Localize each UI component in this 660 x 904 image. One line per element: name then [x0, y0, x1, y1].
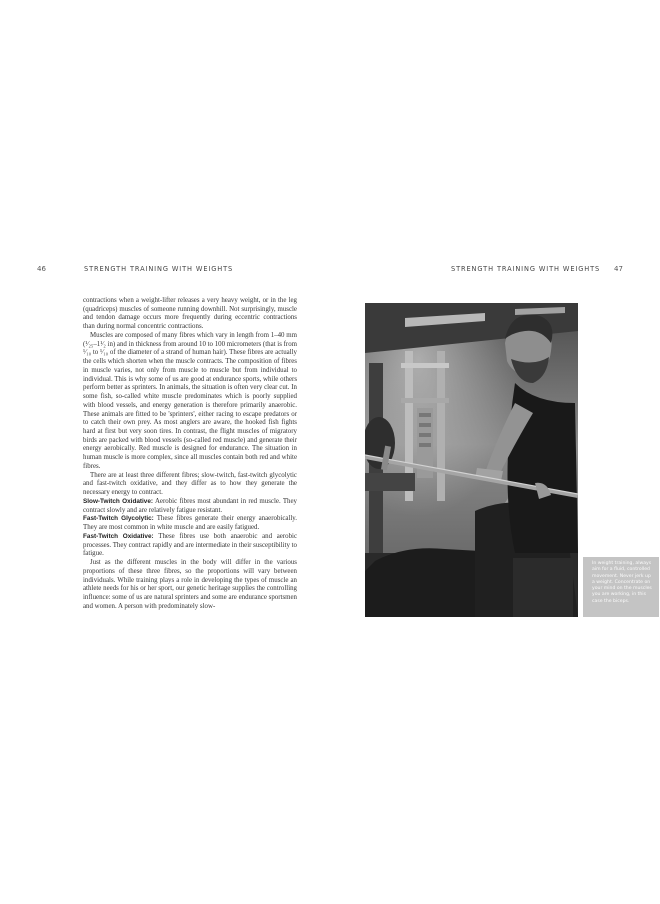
term-text: These fibres generate their energy anaerobically. They are most common in white muscle and are easily fatigued. — [83, 515, 297, 532]
term-label: Fast-Twitch Glycolytic: — [83, 515, 154, 523]
term-label: Fast-Twitch Oxidative: — [83, 532, 154, 540]
term-fast-twitch-oxidative — [83, 533, 297, 559]
right-page-number: 47 — [614, 265, 623, 273]
paragraph: Muscles are composed of many fibres which vary in length from 1–40 mm (¹⁄₂₅–1¹⁄₂ in) and in thickness from around 10 to 100 micrometers (that is from ¹⁄₁₀ to ¹⁄₁₀ of the diameter of a strand of human hair). These fibres are actually the cells which shorten when the muscle contracts. The composition of fibres in muscle varies, not only from muscle to muscle but from individual to individual. This is why some of us are good at endurance sports, while others perform better as sprinters. In animals, the situation is often very clear cut. In some fish, so-called white muscle predominates which is poorly supplied with blood vessels, and energy generation is therefore primarily anaerobic. These animals are fitted to be 'sprinters', either racing to escape predators or to catch their own prey. As most anglers are aware, the hooked fish fights hard at first but very soon tires. In contrast, the flight muscles of migratory birds are packed with blood vessels (so-called red muscle) and generate their energy aerobically. Red muscle is designed for endurance. The situation in human muscle is more complex, since all muscles contain both red and white fibres. — [83, 331, 297, 470]
right-running-head: STRENGTH TRAINING WITH WEIGHTS — [451, 265, 601, 273]
left-page-number: 46 — [37, 265, 46, 273]
term-fast-twitch-glycolytic — [83, 515, 297, 532]
term-label: Slow-Twitch Oxidative: — [83, 497, 154, 505]
photo-caption: In weight training, always aim for a fluid, controlled movement. Never jerk up a weight. Concentrate on your mind on the muscles you are working, in this case the biceps. — [583, 557, 659, 617]
bench-press-spotter-photo — [365, 303, 578, 617]
term-text: These fibres use both anaerobic and aerobic processes. They contract rapidly and are intermediate in their susceptibility to fatigue. — [83, 532, 297, 558]
left-running-head: STRENGTH TRAINING WITH WEIGHTS — [84, 265, 234, 273]
left-page-body — [83, 297, 297, 611]
paragraph: There are at least three different fibres; slow-twitch, fast-twitch glycolytic and fast-twitch oxidative, and they differ as to how they generate the necessary energy to contract. — [83, 471, 297, 497]
paragraph: Just as the different muscles in the body will differ in the various proportions of these three fibres, so the proportions will vary between individuals. While training plays a role in developing the types of muscle an athlete needs for his or her sport, our genetic heritage supplies the controlling influence: some of us are natural sprinters and some are endurance sportsmen and women. A person with predominately slow- — [83, 559, 297, 610]
term-slow-twitch-oxidative — [83, 498, 297, 515]
paragraph: contractions when a weight-lifter releases a very heavy weight, or in the leg (quadriceps) muscles of someone running downhill. Not surprisingly, muscle and tendon damage occurs more frequently during eccentric contractions than during normal concentric contractions. — [83, 297, 297, 331]
term-text: Aerobic fibres most abundant in red muscle. They contract slowly and are relatively fatigue resistant. — [83, 497, 297, 514]
